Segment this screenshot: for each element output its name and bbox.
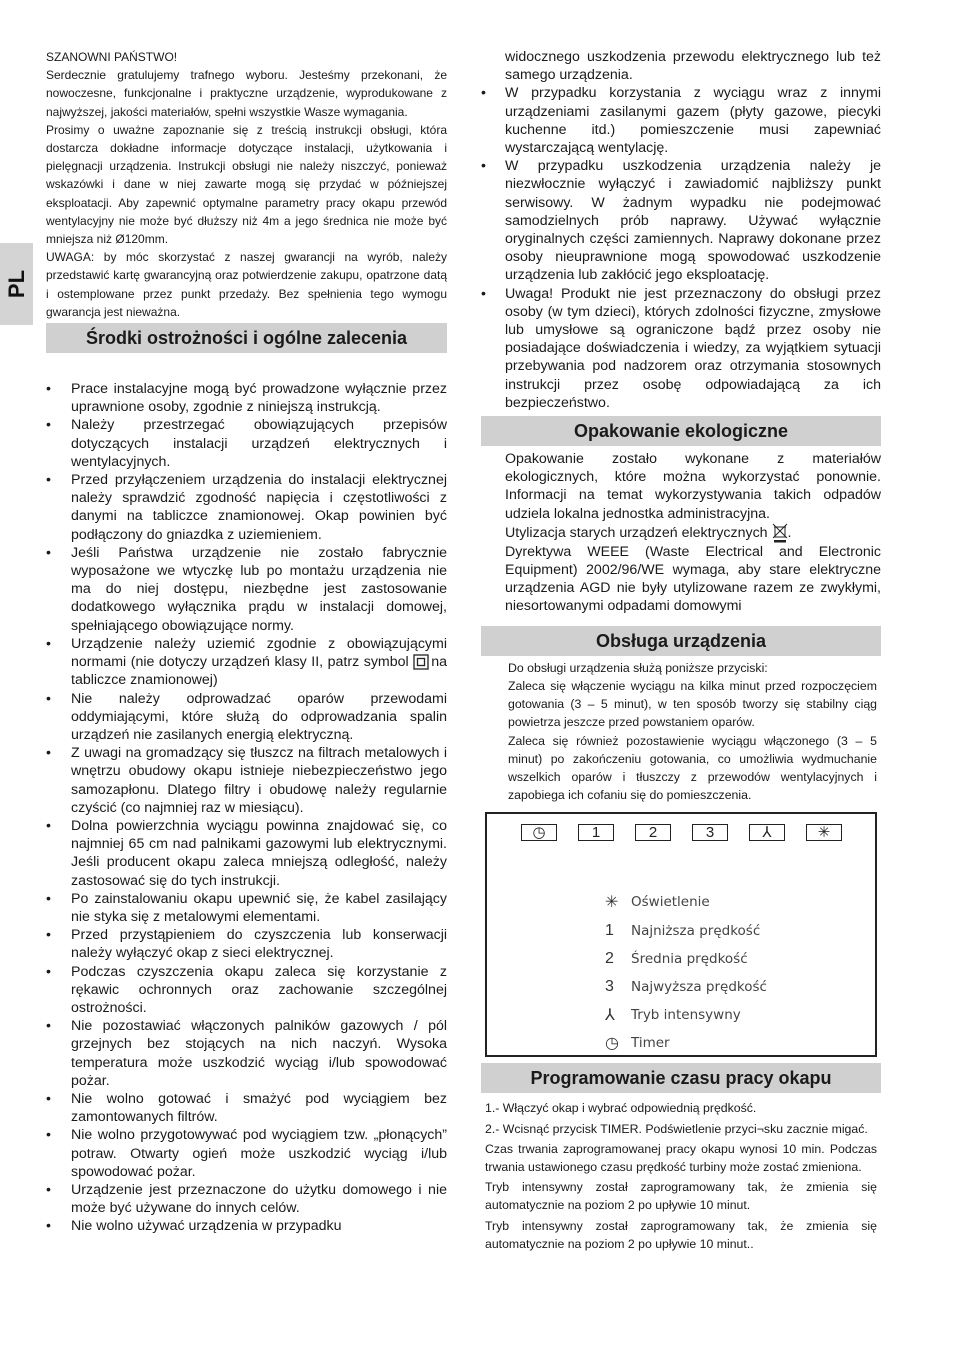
legend-label: Średnia prędkość	[631, 950, 748, 967]
timer-icon: ◷	[532, 824, 546, 842]
legend-label: Najniższa prędkość	[631, 922, 761, 939]
legend-row	[603, 945, 767, 973]
intro-warning: UWAGA: by móc skorzystać z naszej gwarancji na wyrób, należy przedstawić kartę gwarancyjną oraz potwierdzenie zakupu, opatrzone datą i ostemplowane przez punkt przedaży. Bez spełnienia tego wymogu gwarancja jest nieważna.	[46, 250, 447, 319]
speed-3-symbol: 3	[605, 977, 614, 995]
speed-3-label: 3	[705, 824, 715, 842]
legend-label: Timer	[631, 1035, 670, 1052]
light-button	[806, 824, 842, 841]
speed-1-button	[578, 824, 614, 841]
control-buttons	[521, 824, 842, 841]
list-item: • Nie pozostawiać włączonych palników gazowych / pól grzejnych bez stojących na nich naczyń. Wysoka temperatura może uszkodzić wyciąg i/lub spowodować pożar.	[46, 1018, 447, 1089]
list-item-text: Jeśli Państwa urządzenie nie zostało fabrycznie wyposażone we wtyczkę lub po montażu urządzenia nie ma do niej dostępu, niezbędne jest zastosowanie dodatkowego wyłącznika prądu w instalacji domowej, spełniającego obowiązujące normy.	[71, 544, 447, 634]
list-item: • Jeśli Państwa urządzenie nie zostało fabrycznie wyposażone we wtyczkę lub po montażu urządzenia nie ma do niej dostępu, niezbędne jest zastosowanie dodatkowego wyłącznika prądu w instalacji domowej, spełniającego obowiązujące normy.	[46, 544, 447, 634]
fan-intensive-icon: ⅄	[605, 1007, 615, 1025]
safety-list-continued	[481, 84, 881, 412]
operation-section	[481, 659, 881, 805]
light-icon: ✳	[605, 894, 619, 912]
list-item-text: Nie pozostawiać włączonych palników gazowych / pól grzejnych bez stojących na nich naczyń. Wysoka temperatura może uszkodzić wyciąg i/lub spowodować pożar.	[71, 1018, 447, 1089]
programming-step: 1.- Włączyć okap i wybrać odpowiednią prędkość.	[485, 1101, 757, 1116]
programming-heading: Programowanie czasu pracy okapu	[481, 1063, 881, 1093]
list-item-text: Nie należy odprowadzać oparów przewodami oddymiającymi, które służą do odprowadzania spalin urządzeń nie zasilanych energią elektryczną.	[71, 690, 447, 743]
operation-paragraph: Do obsługi urządzenia służą poniższe przyciski:	[508, 660, 768, 675]
list-item: • Po zainstalowaniu okapu upewnić się, że kabel zasilający nie styka się z metalowymi elementami.	[46, 890, 447, 925]
eco-disposal-line: Utylizacja starych urządzeń elektrycznych .	[505, 523, 881, 543]
list-item: • Przed przyłączeniem urządzenia do instalacji elektrycznej należy sprawdzić zgodność napięcia i częstotliwości z danymi na tabliczce znamionowej. Okap powinien być podłączony do gniazdka z uziemieniem.	[46, 472, 447, 543]
intro-greeting: SZANOWNI PAŃSTWO!	[46, 50, 178, 64]
safety-heading: Środki ostrożności i ogólne zalecenia	[46, 323, 447, 353]
list-item-text: Z uwagi na gromadzący się tłuszcz na filtrach metalowych i wnętrzu obudowy okapu istnieje niebezpieczeństwo jego samozapłonu. Dlatego filtry i obudowę należy regularnie czyścić (co najmniej raz w miesiącu).	[71, 745, 447, 816]
legend-label: Tryb intensywny	[631, 1007, 741, 1024]
speed-3-button	[692, 824, 728, 841]
legend-row	[603, 1029, 767, 1057]
list-item-text: Prace instalacyjne mogą być prowadzone wyłącznie przez uprawnione osoby, zgodnie z niniejszą instrukcją.	[71, 381, 447, 416]
list-item-text: na tabliczce znamionowej)	[71, 654, 447, 689]
list-item-text: Nie wolno gotować i smażyć pod wyciągiem bez zamontowanych filtrów.	[71, 1090, 447, 1126]
list-item: • Urządzenie jest przeznaczone do użytku domowego i nie może być używane do innych celów.	[46, 1181, 447, 1217]
programming-paragraph: Czas trwania zaprogramowanej pracy okapu wynosi 10 min. Podczas trwania ustawionego czasu prędkość turbiny może zostać zmieniona.	[485, 1141, 877, 1174]
eco-heading: Opakowanie ekologiczne	[481, 416, 881, 446]
eco-section	[481, 450, 881, 616]
list-item-text: Przed przystąpieniem do czyszczenia lub konserwacji należy wyłączyć okap z sieci elektrycznej.	[71, 927, 447, 962]
language-tab	[0, 243, 33, 325]
speed-1-label: 1	[591, 824, 601, 842]
list-item: • Nie wolno przygotowywać pod wyciągiem tzw. „płonących” potraw. Otwarty ogień może uszkodzić wyciąg i/lub spowodować pożar.	[46, 1127, 447, 1180]
eco-paragraph: Dyrektywa WEEE (Waste Electrical and Electronic Equipment) 2002/96/WE wymaga, aby stare elektryczne urządzenia AGD nie były utylizowane razem ze zwykłymi, niesortowanymi odpadami domowymi	[505, 543, 881, 615]
programming-paragraph: Tryb intensywny został zaprogramowany tak, że zmienia się automatycznie na poziom 2 po upływie 10 minut..	[485, 1218, 877, 1251]
list-item-text: Urządzenie należy uziemić zgodnie z obowiązującymi normami (nie dotyczy urządzeń klasy II, patrz symbol	[71, 635, 447, 671]
list-item: • Prace instalacyjne mogą być prowadzone wyłącznie przez uprawnione osoby, zgodnie z niniejszą instrukcją.	[46, 381, 447, 416]
timer-icon: ◷	[605, 1035, 619, 1053]
speed-2-symbol: 2	[605, 949, 614, 967]
list-item: • Należy przestrzegać obowiązujących przepisów dotyczących instalacji urządzeń elektrycznych i wentylacyjnych.	[46, 417, 447, 470]
control-panel-diagram	[485, 812, 877, 1057]
weee-bin-icon	[772, 523, 788, 543]
list-item-text: Po zainstalowaniu okapu upewnić się, że kabel zasilający nie styka się z metalowymi elementami.	[71, 890, 447, 925]
intro-paragraph: Serdecznie gratulujemy trafnego wyboru. Jesteśmy przekonani, że nowoczesne, funkcjonalne i praktyczne urządzenie, wyprodukowane z najwyższej, jakości materiałów, spełni wszystkie Wasze wymagania.	[46, 68, 447, 119]
list-item-text: Przed przyłączeniem urządzenia do instalacji elektrycznej należy sprawdzić zgodność napięcia i częstotliwości z danymi na tabliczce znamionowej. Okap powinien być podłączony do gniazdka z uziemieniem.	[71, 472, 447, 543]
list-item-text: Nie wolno używać urządzenia w przypadku	[71, 1218, 342, 1235]
intensive-button	[749, 824, 785, 841]
list-item-text: Należy przestrzegać obowiązujących przepisów dotyczących instalacji urządzeń elektrycznych i wentylacyjnych.	[71, 417, 447, 470]
list-item-text: W przypadku korzystania z wyciągu wraz z innymi urządzeniami zasilanymi gazem (płyty gazowe, piecyki kuchenne itd.) pomieszczenie musi zapewniać wystarczającą wentylację.	[505, 85, 881, 157]
list-item: • Nie należy odprowadzać oparów przewodami oddymiającymi, które służą do odprowadzania spalin urządzeń nie zasilanych energią elektryczną.	[46, 690, 447, 743]
class-ii-symbol-icon	[413, 654, 429, 670]
list-item: • W przypadku korzystania z wyciągu wraz z innymi urządzeniami zasilanymi gazem (płyty gazowe, piecyki kuchenne itd.) pomieszczenie musi zapewniać wystarczającą wentylację.	[481, 85, 881, 157]
legend-row	[603, 917, 767, 945]
legend-label: Najwyższa prędkość	[631, 978, 767, 995]
timer-button	[521, 824, 557, 841]
left-column	[46, 48, 447, 1236]
list-item: • Z uwagi na gromadzący się tłuszcz na filtrach metalowych i wnętrzu obudowy okapu istnieje niebezpieczeństwo jego samozapłonu. Dlatego filtry i obudowę należy regularnie czyścić (co najmniej raz w miesiącu).	[46, 745, 447, 816]
speed-2-button	[635, 824, 671, 841]
operation-paragraph: Zaleca się również pozostawienie wyciągu włączonego (3 – 5 minut) po zakończeniu gotowania, co umożliwia wydmuchanie wszelkich oparów i tłuszczy z przewodów wentylacyjnych i zapobiega ich cofaniu się do pomieszczenia.	[508, 733, 877, 803]
list-item: • Uwaga! Produkt nie jest przeznaczony do obsługi przez osoby (w tym dzieci), których zdolności fizyczne, zmysłowe lub umysłowe są ograniczone bądź przez osoby nie posiadające doświadczenia i wiedzy, za wyjątkiem sytuacji przebywania pod nadzorem oraz otrzymania stosownych instrukcji przez osobę odpowiadającą za ich bezpieczeństwo.	[481, 285, 881, 411]
speed-1-symbol: 1	[605, 921, 614, 939]
operation-paragraph: Zaleca się włączenie wyciągu na kilka minut przed rozpoczęciem gotowania (3 – 5 minut), w ten sposób tworzy się stabilny ciąg powietrza jeszcze przed powstaniem oparów.	[508, 678, 877, 730]
legend-row	[603, 973, 767, 1001]
list-item: • W przypadku uszkodzenia urządzenia należy je niezwłocznie wyłączyć i zawiadomić najbliższy punkt serwisowy. W żadnym wypadku nie podejmować samodzielnych prób naprawy. Używać wyłącznie oryginalnych części zamiennych. Naprawy dokonane przez osoby nieuprawnione mogą spowodować uszkodzenie urządzenia lub zakłócić jego eksploatację.	[481, 158, 881, 284]
programming-paragraph: Tryb intensywny został zaprogramowany tak, że zmienia się automatycznie na poziom 2 po upływie 10 minut.	[485, 1180, 877, 1213]
list-item-text: Podczas czyszczenia okapu zaleca się korzystanie z rękawic ochronnych oraz zachowanie szczególnej ostrożności.	[71, 963, 447, 1016]
fan-intensive-icon: ⅄	[762, 824, 772, 842]
light-icon: ✳	[817, 824, 831, 842]
list-item-text: Dolna powierzchnia wyciągu powinna znajdować się, co najmniej 65 cm nad palnikami gazowymi lub elektrycznymi. Jeśli producent okapu zaleca mniejszą odległość, należy zastosować się do tych instrukcji.	[71, 817, 447, 889]
intro-section	[46, 48, 447, 321]
programming-step: 2.- Wcisnąć przycisk TIMER. Podświetlenie przyci¬sku zacznie migać.	[485, 1121, 868, 1136]
list-item: • Nie wolno gotować i smażyć pod wyciągiem bez zamontowanych filtrów.	[46, 1090, 447, 1126]
programming-section	[481, 1099, 881, 1253]
safety-list	[46, 380, 447, 1236]
legend-row	[603, 888, 767, 916]
list-item-text: Urządzenie jest przeznaczone do użytku domowego i nie może być używane do innych celów.	[71, 1181, 447, 1217]
operation-heading: Obsługa urządzenia	[481, 626, 881, 656]
list-item-text: Nie wolno przygotowywać pod wyciągiem tzw. „płonących” potraw. Otwarty ogień może uszkodzić wyciąg i/lub spowodować pożar.	[71, 1127, 447, 1180]
list-item: • Podczas czyszczenia okapu zaleca się korzystanie z rękawic ochronnych oraz zachowanie szczególnej ostrożności.	[46, 963, 447, 1016]
list-item: • Nie wolno używać urządzenia w przypadku	[46, 1218, 342, 1235]
right-column	[481, 48, 881, 1255]
legend-row	[603, 1001, 767, 1029]
intro-paragraph: Prosimy o uważne zapoznanie się z treścią instrukcji obsługi, która dostarcza dokładne informacje dotyczące instalacji, użytkowania i pielęgnacji urządzenia. Instrukcji obsługi nie należy niszczyć, ponieważ wskazówki i dane w niej zawarte mogą się przydać w późniejszej eksploatacji. Aby zapewnić optymalne parametry pracy okapu przewód wentylacyjny nie może być dłuższy niż 4m a jego średnica nie może być mniejsza niż Ø120mm.	[46, 122, 447, 247]
list-item: • Dolna powierzchnia wyciągu powinna znajdować się, co najmniej 65 cm nad palnikami gazowymi lub elektrycznymi. Jeśli producent okapu zaleca mniejszą odległość, należy zastosować się do tych instrukcji.	[46, 817, 447, 889]
eco-paragraph: Opakowanie zostało wykonane z materiałów ekologicznych, które można wykorzystać ponownie. Informacji na temat wykorzystywania takich odpadów udziela lokalna jednostka administracyjna.	[505, 451, 881, 522]
legend-label: Oświetlenie	[631, 894, 710, 911]
eco-disposal-text: Utylizacja starych urządzeń elektrycznych	[505, 524, 768, 541]
list-item: • Przed przystąpieniem do czyszczenia lub konserwacji należy wyłączyć okap z sieci elektrycznej.	[46, 927, 447, 962]
continued-text: widocznego uszkodzenia przewodu elektrycznego lub też samego urządzenia.	[505, 49, 881, 84]
list-item-text: W przypadku uszkodzenia urządzenia należy je niezwłocznie wyłączyć i zawiadomić najbliższy punkt serwisowy. W żadnym wypadku nie podejmować samodzielnych prób naprawy. Używać wyłącznie oryginalnych części zamiennych. Naprawy dokonane przez osoby nieuprawnione mogą spowodować uszkodzenie urządzenia lub zakłócić jego eksploatację.	[505, 158, 881, 284]
list-item: • Urządzenie należy uziemić zgodnie z obowiązującymi normami (nie dotyczy urządzeń klasy II, patrz symbol na tabliczce znamionowej)	[46, 635, 447, 689]
control-legend	[603, 888, 767, 1057]
language-label: PL	[3, 269, 29, 299]
list-item-text: Uwaga! Produkt nie jest przeznaczony do obsługi przez osoby (w tym dzieci), których zdolności fizyczne, zmysłowe lub umysłowe są ograniczone bądź przez osoby nie posiadające doświadczenia i wiedzy, za wyjątkiem sytuacji przebywania pod nadzorem oraz otrzymania stosownych instrukcji przez osobę odpowiadającą za ich bezpieczeństwo.	[505, 285, 881, 411]
speed-2-label: 2	[648, 824, 658, 842]
